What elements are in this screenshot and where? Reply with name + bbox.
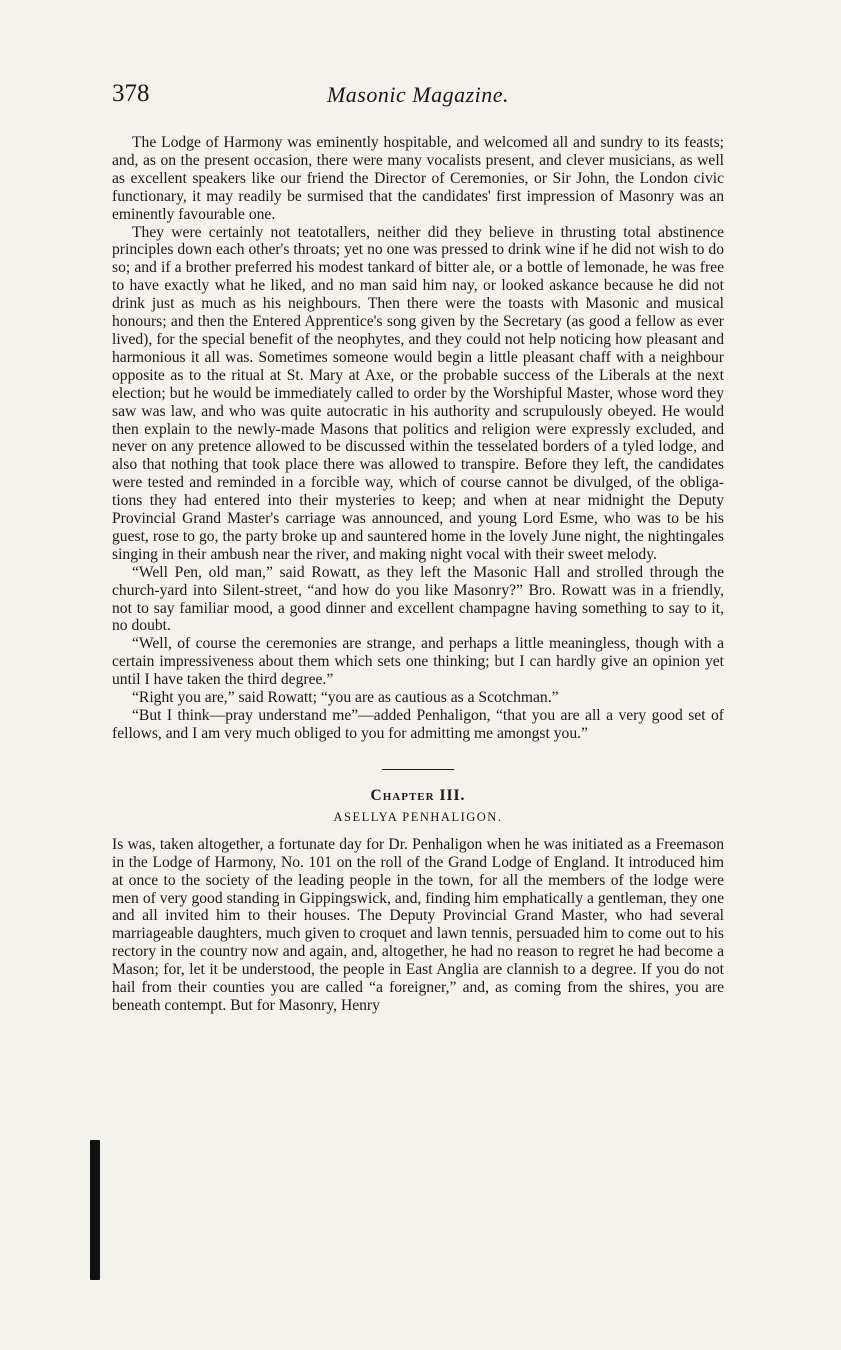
paragraph: “Well Pen, old man,” said Rowatt, as they left the Masonic Hall and strolled through the church-yard into Silent-street, “and how do you like Masonry?” Bro. Rowatt was in a friendly, not to say familiar mood, a good dinner and excellent champagne having something to say to it, no doubt. — [112, 563, 724, 635]
section-divider — [382, 769, 454, 770]
paragraph: “Right you are,” said Rowatt; “you are as cautious as a Scotchman.” — [132, 689, 559, 707]
chapter-body — [112, 836, 724, 1015]
paragraph: They were certainly not teatotallers, neither did they believe in thrusting total abstinence principles down each other's throats; yet no one was pressed to drink wine if he did not wish to do so; and if a brother preferred his modest tankard of bitter ale, or a bottle of lemonade, he was free to have exactly what he liked, and no man said him nay, or looked askance because he did not drink just as much as his neighbours. Then there were the toasts with Masonic and musical honours; and then the Entered Apprentice's song given by the Secretary (as good a fellow as ever lived), for the special benefit of the neophytes, and they could not help noticing how pleasant and harmonious it all was. Sometimes someone would begin a little pleasant chaff with a neighbour opposite as to the ritual at St. Mary at Axe, or the probable success of the Liberals at the next election; but he would be immediately called to order by the Worshipful Master, whose word they saw was law, and who was quite autocratic in his authority and scrupulously obeyed. He would then explain to the newly-made Masons that politics and religion were expressly excluded, and never on any pretence allowed to be discussed within the tesselated borders of a tyled lodge, and also that nothing that took place there was allowed to transpire. Before they left, the candidates were tested and reminded in a forcible way, which of course cannot be divulged, of the obligations they had entered into their mysteries to keep; and when at near midnight the Deputy Provincial Grand Master's carriage was announced, and young Lord Esme, who was to be his guest, rose to go, the party broke up and sauntered home in the lovely June night, the nightingales singing in their ambush near the river, and making night vocal with their sweet melody. — [112, 223, 724, 563]
chapter-subheading: ASELLYA PENHALIGON. — [333, 809, 503, 824]
running-head — [112, 80, 724, 116]
paragraph: “But I think—pray understand me”—added Penhaligon, “that you are all a very good set of fellows, and I am very much obliged to you for admitting me amongst you.” — [112, 707, 724, 742]
chapter-heading: Chapter III. — [370, 786, 466, 804]
paragraph: Is was, taken altogether, a fortunate day for Dr. Penhaligon when he was initiated as a Freemason in the Lodge of Harmony, No. 101 on the roll of the Grand Lodge of England. It introduced him at once to the society of the leading people in the town, for all the members of the lodge were men of very good standing in Gippingswick, and, finding him emphatically a gentleman, they one and all invited him to their houses. The Deputy Provincial Grand Master, who had several marriageable daughters, much given to croquet and lawn tennis, persuaded him to come out to his rectory in the country now and again, and, altogether, he had no reason to regret he had become a Mason; for, let it be understood, the people in East Anglia are clannish to a degree. If you do not hail from their counties you are called “a foreigner,” and, as coming from the shires, you are beneath contempt. But for Masonry, Henry — [112, 835, 724, 1014]
magazine-page — [112, 80, 724, 1015]
margin-scan-mark — [90, 1140, 100, 1280]
paragraph: The Lodge of Harmony was eminently hospitable, and welcomed all and sundry to its feasts; and, as on the present occasion, there were many vocalists present, and clever musicians, as well as excellent speakers like our friend the Director of Ceremonies, or Sir John, the London civic functionary, it may readily be surmised that the candidates' first impression of Masonry was an eminently favourable one. — [112, 134, 724, 223]
magazine-title: Masonic Magazine. — [326, 82, 510, 107]
page-number: 378 — [112, 80, 150, 107]
paragraph: “Well, of course the ceremonies are strange, and perhaps a little meaningless, though with a certain impressiveness about them which sets one thinking; but I can hardly give an opinion yet until I have taken the third degree.” — [112, 635, 724, 689]
article-body — [112, 134, 724, 743]
